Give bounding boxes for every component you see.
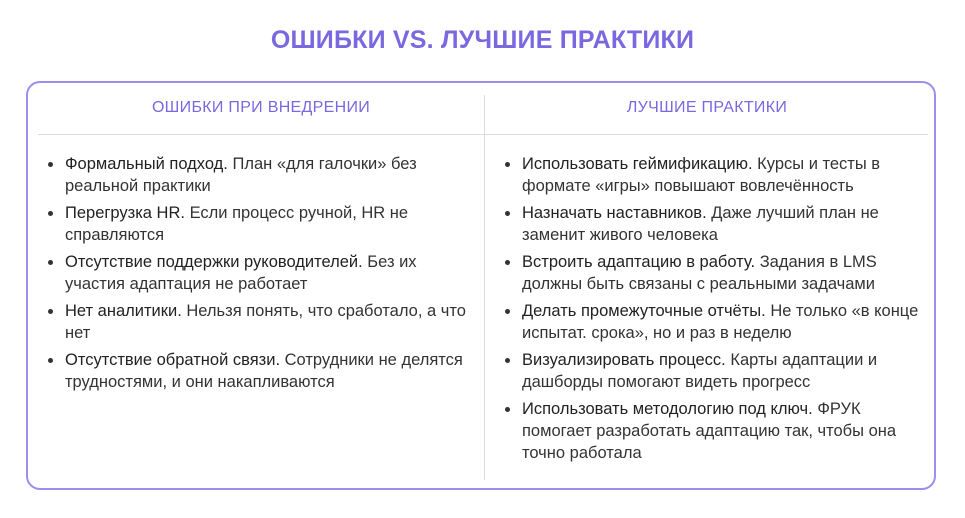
header-divider [38,134,928,135]
practice-item [505,349,925,393]
item-text: Если процесс ручной, HR не справляются [65,204,409,244]
item-lead: Назначать наставников. [522,204,707,222]
item-lead: Формальный подход. [65,155,228,173]
item-text: Даже лучший план не заменит живого человека [522,204,879,244]
item-text: ФРУК помогает разработать адаптацию так, чтобы она точно работала [522,400,897,462]
item-lead: Нет аналитики. [65,302,182,320]
item-text: Не только «в конце испытат. срока», но и раз в неделю [522,302,919,342]
practice-item [505,153,925,197]
item-text: План «для галочки» без реальной практики [65,155,417,195]
item-lead: Отсутствие поддержки руководителей. [65,253,363,271]
item-lead: Использовать методологию под ключ. [522,400,813,418]
item-text: Нельзя понять, что сработало, а что нет [65,302,466,342]
item-lead: Встроить адаптацию в работу. [522,253,756,271]
item-text: Курсы и тесты в формате «игры» повышают вовлечённость [522,155,881,195]
mistakes-list [48,153,468,398]
bullet-icon [48,358,53,363]
item-lead: Делать промежуточные отчёты. [522,302,766,320]
item-lead: Визуализировать процесс. [522,351,726,369]
item-lead: Отсутствие обратной связи. [65,351,281,369]
best-practices-list [505,153,925,469]
item-lead: Перегрузка HR. [65,204,185,222]
practice-item [505,251,925,295]
practice-item [505,398,925,464]
item-text: Задания в LMS должны быть связаны с реальными задачами [522,253,877,293]
comparison-card [26,81,936,490]
mistake-item [48,153,468,197]
item-text: Карты адаптации и дашборды помогают видеть прогресс [522,351,878,391]
item-text: Сотрудники не делятся трудностями, и они накапливаются [65,351,463,391]
bullet-icon [505,309,510,314]
mistake-item [48,202,468,246]
item-text: Без их участия адаптация не работает [65,253,417,293]
mistakes-column-header: ОШИБКИ ПРИ ВНЕДРЕНИИ [151,99,371,116]
mistake-item [48,300,468,344]
bullet-icon [505,358,510,363]
practice-item [505,202,925,246]
bullet-icon [505,162,510,167]
bullet-icon [48,260,53,265]
bullet-icon [505,211,510,216]
bullet-icon [505,260,510,265]
bullet-icon [505,407,510,412]
mistake-item [48,349,468,393]
bullet-icon [48,309,53,314]
column-divider [484,95,485,480]
page-title: ОШИБКИ VS. ЛУЧШИЕ ПРАКТИКИ [270,26,695,54]
bullet-icon [48,162,53,167]
item-lead: Использовать геймификацию. [522,155,753,173]
practice-item [505,300,925,344]
bullet-icon [48,211,53,216]
best-practices-column-header: ЛУЧШИЕ ПРАКТИКИ [626,99,788,116]
mistake-item [48,251,468,295]
